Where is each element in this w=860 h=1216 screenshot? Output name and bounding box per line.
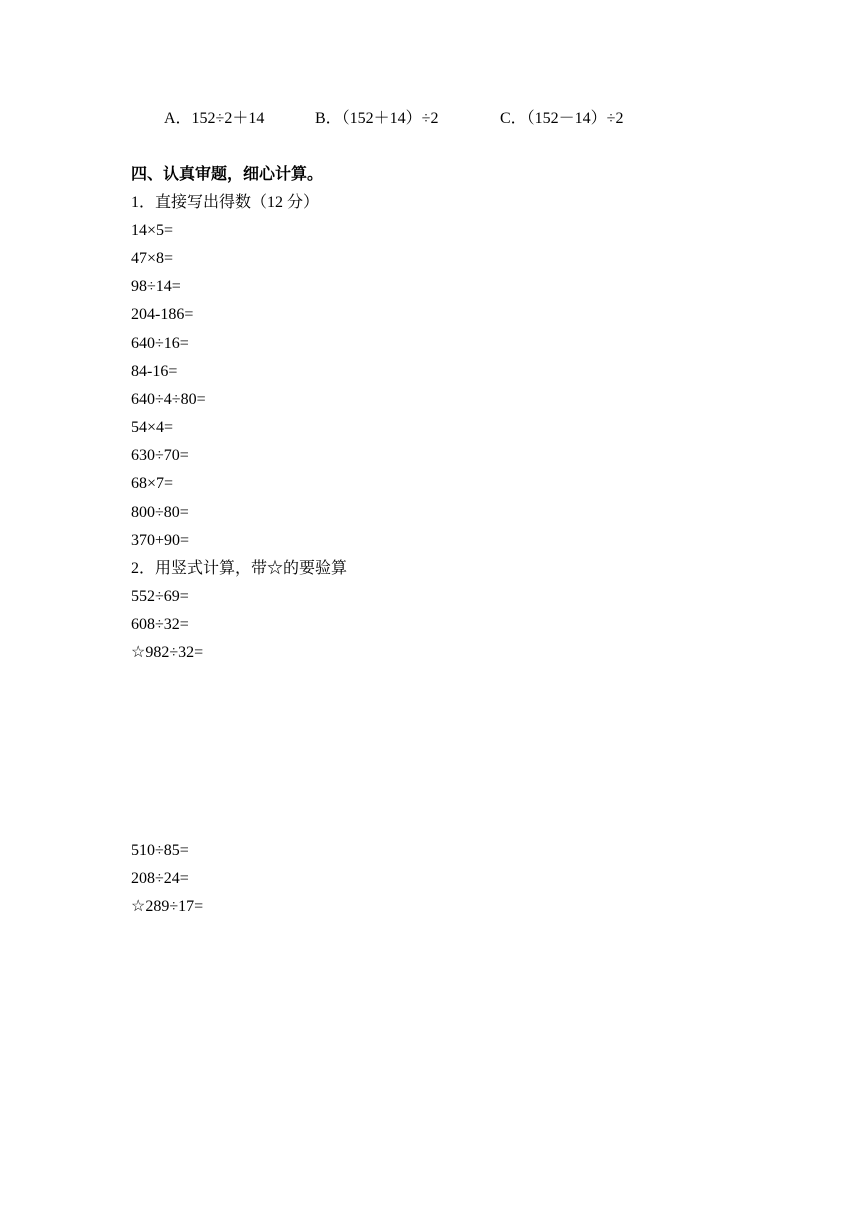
vertical-calc-item: 608÷32= (131, 616, 189, 633)
mental-math-item: 54×4= (131, 419, 174, 436)
vertical-calc-item-check: ☆289÷17= (131, 898, 204, 915)
mental-math-item: 204-186= (131, 306, 194, 323)
mental-math-item: 800÷80= (131, 504, 189, 521)
option-b: B．（152＋14）÷2 (315, 110, 439, 127)
mental-math-item: 47×8= (131, 250, 174, 267)
mental-math-item: 640÷16= (131, 335, 189, 352)
mental-math-item: 14×5= (131, 222, 174, 239)
option-c: C．（152－14）÷2 (500, 110, 624, 127)
mental-math-item: 640÷4÷80= (131, 391, 206, 408)
vertical-calc-item: 552÷69= (131, 588, 189, 605)
vertical-calc-item-check: ☆982÷32= (131, 644, 204, 661)
mental-math-item: 98÷14= (131, 278, 181, 295)
section-title: 四、认真审题，细心计算。 (131, 166, 324, 183)
vertical-calc-item: 208÷24= (131, 870, 189, 887)
mental-math-item: 370+90= (131, 532, 190, 549)
vertical-calc-item: 510÷85= (131, 842, 189, 859)
part1-title: 1．直接写出得数（12 分） (131, 194, 320, 211)
option-a: A．152÷2＋14 (164, 110, 265, 127)
mental-math-item: 84-16= (131, 363, 178, 380)
mental-math-item: 68×7= (131, 475, 174, 492)
mental-math-item: 630÷70= (131, 447, 189, 464)
part2-title: 2．用竖式计算，带☆的要验算 (131, 560, 348, 577)
